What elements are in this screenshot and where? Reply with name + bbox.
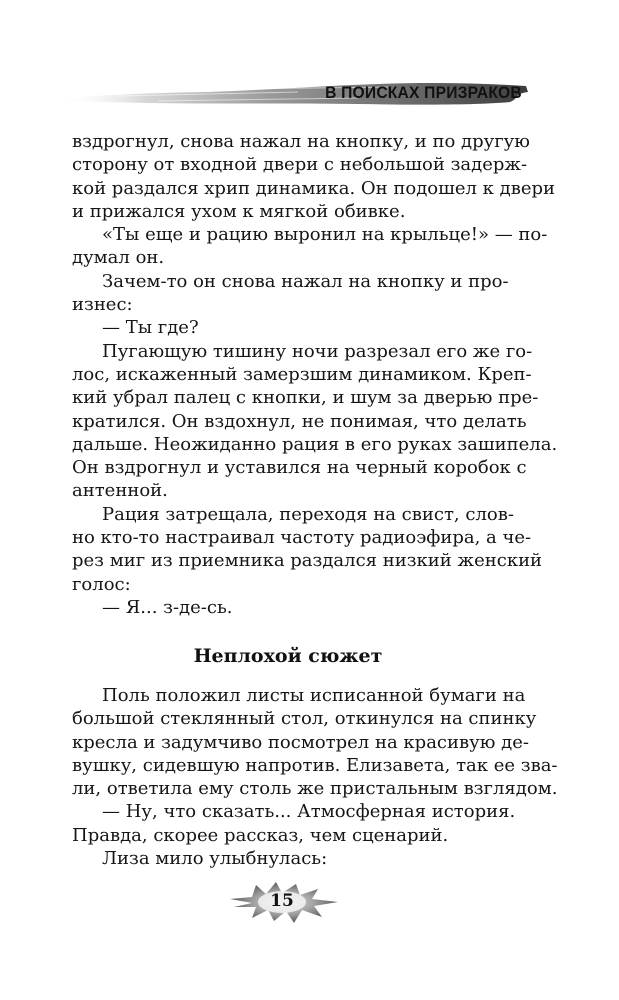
page-number: 15 <box>270 891 294 911</box>
running-title: В ПОИСКАХ ПРИЗРАКОВ <box>325 83 522 102</box>
text-line: кратился. Он вздохнул, не понимая, что делать <box>72 410 527 432</box>
text-line: — Ну, что сказать... Атмосферная история. <box>102 801 516 823</box>
paragraph <box>72 223 548 270</box>
paragraph <box>72 340 558 503</box>
text-line: голос: <box>72 573 131 595</box>
text-line: антенной. <box>72 480 168 502</box>
paragraph <box>72 800 516 847</box>
paragraph <box>72 684 558 800</box>
text-line: — Ты где? <box>102 317 199 339</box>
text-line: лос, искаженный замерзшим динамиком. Креп- <box>72 363 532 385</box>
section-heading: Неплохой сюжет <box>193 645 383 667</box>
page-number-footer <box>222 877 342 927</box>
text-line: «Ты еще и рацию выронил на крыльце!» — по- <box>102 224 548 246</box>
text-line: Зачем-то он снова нажал на кнопку и про- <box>102 270 509 292</box>
paragraph <box>72 270 509 317</box>
body-text-after <box>72 684 558 870</box>
text-line: и прижался ухом к мягкой обивке. <box>72 200 406 222</box>
text-line: Лиза мило улыбнулась: <box>102 848 328 870</box>
text-line: — Я... з-де-сь. <box>102 596 233 618</box>
text-line: рез миг из приемника раздался низкий женский <box>72 550 543 572</box>
paragraph <box>72 847 504 870</box>
paragraph <box>72 596 504 619</box>
text-line: Рация затрещала, переходя на свист, слов- <box>102 503 514 525</box>
text-line: но кто-то настраивал частоту радиоэфира, а че- <box>72 527 532 549</box>
text-line: кресла и задумчиво посмотрел на красивую де- <box>72 731 529 753</box>
paragraph <box>72 503 543 596</box>
text-line: ли, ответила ему столь же пристальным взглядом. <box>72 778 558 800</box>
paragraph <box>72 316 504 339</box>
text-line: вздрогнул, снова нажал на кнопку, и по другую <box>72 131 530 152</box>
body-text-before <box>72 130 558 619</box>
text-line: сторону от входной двери с небольшой задерж- <box>72 154 528 176</box>
text-line: думал он. <box>72 247 165 269</box>
text-line: кой раздался хрип динамика. Он подошел к двери <box>72 177 556 199</box>
text-line: Правда, скорее рассказ, чем сценарий. <box>72 824 449 846</box>
text-line: изнес: <box>72 294 133 316</box>
text-line: Он вздрогнул и уставился на черный коробок с <box>72 457 527 479</box>
text-line: Пугающую тишину ночи разрезал его же го- <box>102 340 533 362</box>
text-line: вушку, сидевшую напротив. Елизавета, так ее зва- <box>72 754 558 776</box>
running-header <box>58 78 528 108</box>
text-line: кий убрал палец с кнопки, и шум за дверью пре- <box>72 387 539 409</box>
text-line: Поль положил листы исписанной бумаги на <box>102 685 526 706</box>
paragraph <box>72 130 556 223</box>
text-line: большой стеклянный стол, откинулся на спинку <box>72 708 537 730</box>
text-line: дальше. Неожиданно рация в его руках зашипела. <box>72 433 558 455</box>
